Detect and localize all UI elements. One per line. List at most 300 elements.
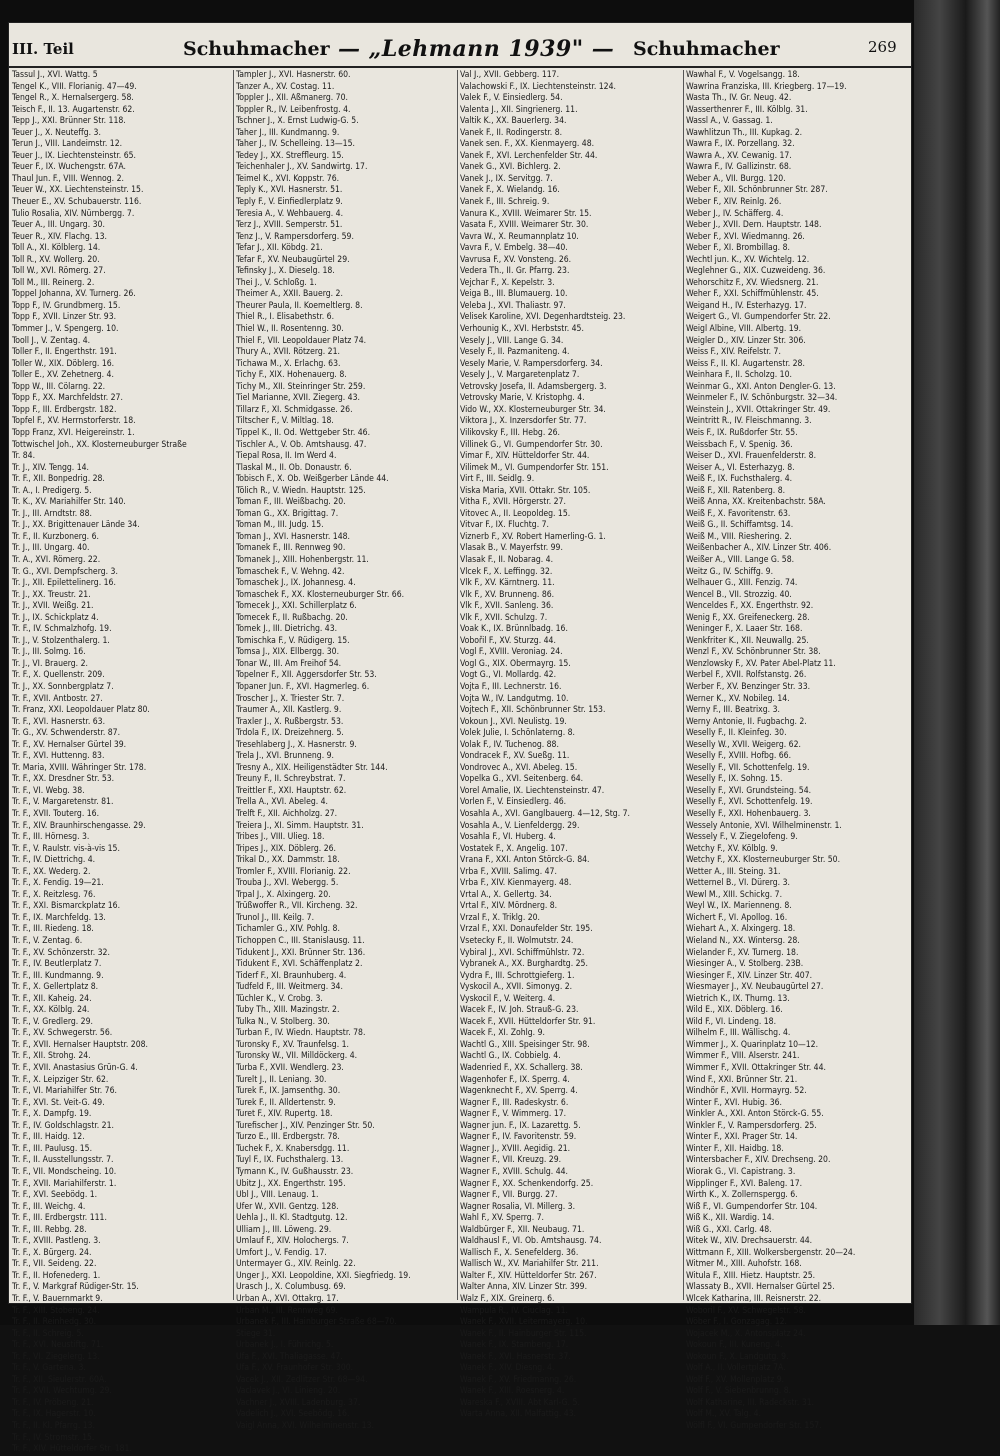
directory-entry: Tr. F., XVII. Antbostr. 27. — [12, 693, 103, 704]
directory-entry: Treuny F., II. Schreybstrat. 7. — [236, 774, 346, 785]
directory-entry: Toller W., XIX. Döblerg. 16. — [12, 358, 115, 369]
directory-entry: Tymann K., IV. Gußhausstr. 23. — [236, 1166, 354, 1177]
directory-entry: Tr. 84. — [12, 451, 36, 462]
directory-entry: Trikal D., XX. Dammstr. 18. — [236, 855, 340, 866]
directory-entry: Wilhelm F., III. Wällischg. 4. — [686, 1028, 791, 1039]
directory-entry: Vojta W., IV. Landgutmg. 10. — [460, 693, 569, 704]
directory-entry: Weissbach F., V. Spenig. 36. — [686, 439, 793, 450]
directory-entry: Tulka N., V. Stolberg. 30. — [236, 1016, 330, 1027]
directory-entry: Topelner F., XII. Aggersdorfer Str. 53. — [236, 670, 377, 681]
directory-entry: Turban F., IV. Wiedn. Hauptstr. 78. — [236, 1028, 366, 1039]
directory-entry: Winkler F., V. Rampersdorferg. 25. — [686, 1120, 817, 1131]
directory-entry: Toman M., III. Judg. 15. — [236, 520, 324, 531]
directory-entry: Wetchy F., XX. Klosterneuburger Str. 50. — [686, 855, 841, 866]
directory-entry: Vlk F., XVII. Sanleng. 36. — [460, 601, 554, 612]
directory-entry: Trela J., XVI. Brunneng. 9. — [236, 751, 334, 762]
directory-entry: Tr. F., III. Weichg. 4. — [12, 1201, 86, 1212]
directory-entry: Theimer A., XXII. Bauerg. 2. — [236, 289, 343, 300]
directory-entry: Vilikovsky F., III. Hebg. 26. — [460, 427, 561, 438]
directory-entry: Witula F., XIII. Hietz. Hauptstr. 25. — [686, 1270, 816, 1281]
directory-entry: Toller E., XV. Zehetnerg. 4. — [12, 370, 114, 381]
directory-entry: Tenz J., V. Rampersdorferg. 59. — [236, 231, 354, 242]
directory-entry: Vojta F., III. Lechnerstr. 16. — [460, 681, 562, 692]
directory-entry: Woboril F., XV. Schwegelstr. 58. — [686, 1305, 806, 1316]
directory-entry: Wolf F., XV. Mollenplatz 9. — [686, 1374, 785, 1385]
directory-entry: Tr. J., XVII. Weißg. 21. — [12, 601, 94, 612]
directory-entry: Vosahla A., V. Lienfeldergg. 29. — [460, 820, 580, 831]
directory-entry: Vopelka G., XVI. Seitenberg. 64. — [460, 774, 584, 785]
directory-entry: Weselly W., XVII. Weigerg. 62. — [686, 739, 801, 750]
directory-entry: Tribes J., VIII. Ulieg. 18. — [236, 832, 325, 843]
directory-entry: Trüßwoffer R., VII. Kircheng. 32. — [236, 901, 358, 912]
directory-entry: Vlk F., XVII. Schulzg. 7. — [460, 612, 548, 623]
directory-entry: Tr. F., XXI. Bismarckplatz 16. — [12, 901, 121, 912]
directory-entry: Vanek F., III. Schreig. 9. — [460, 197, 550, 208]
directory-entry: Tr. F., III. Erdbergstr. 111. — [12, 1213, 107, 1224]
directory-entry: Weiser D., XVI. Frauenfelderstr. 8. — [686, 451, 817, 462]
directory-entry: Wind F., XXI. Brünner Str. 21. — [686, 1074, 798, 1085]
directory-entry: Trdola F., IX. Dreizehnerg. 5. — [236, 728, 344, 739]
directory-entry: Theuer E., XV. Schubauerstr. 116. — [12, 197, 142, 208]
directory-entry: Tepp J., XXI. Brünner Str. 118. — [12, 116, 126, 127]
directory-entry: Vetrovsky Josefa, II. Adamsbergerg. 3. — [460, 381, 607, 392]
directory-entry: Tr. F., V. Gartena. 3. — [12, 1363, 86, 1374]
directory-entry: Tr. F., IV. Schmalzhofg. 19. — [12, 624, 112, 635]
directory-entry: Tr. F., X. Fendig. 19—21. — [12, 878, 104, 889]
directory-entry: Vilimek M., VI. Gumpendorfer Str. 151. — [460, 462, 609, 473]
directory-entry: Tischler A., V. Ob. Amtshausg. 47. — [236, 439, 367, 450]
directory-entry: Ufer W., XVII. Gentzg. 128. — [236, 1201, 339, 1212]
directory-entry: Tr. F., XX. Dresdner Str. 53. — [12, 774, 115, 785]
directory-entry: Tr. F., X. Leipziger Str. 62. — [12, 1074, 109, 1085]
directory-entry: Toll R., XV. Wollerg. 20. — [12, 254, 100, 265]
header-rule — [8, 66, 912, 68]
directory-entry: Volak F., IV. Tuchenog. 88. — [460, 739, 559, 750]
directory-entry: Vybranek A., XX. Burghardtg. 25. — [460, 959, 588, 970]
directory-entry: Tr. F., XII. Kaheig. 24. — [12, 993, 92, 1004]
directory-entry: Wagenknecht F., XV. Sperrg. 4. — [460, 1086, 578, 1097]
directory-entry: Tomecek J., XXI. Schillerplatz 6. — [236, 601, 357, 612]
directory-entry: Viznerb F., XV. Robert Hamerling-G. 1. — [460, 531, 606, 542]
directory-entry: Vrtal F., XIV. Mördnerg. 8. — [460, 901, 558, 912]
column-2 — [236, 70, 454, 1431]
directory-entry: Urbanek F., III. Hainburger Straße 68—70. — [236, 1317, 397, 1328]
directory-entry: Wacek F., IV. Joh. Strauß-G. 23. — [460, 1005, 579, 1016]
directory-entry: Wolf Katharine, III. Radeckstr. 31. — [686, 1397, 815, 1408]
directory-entry: Wiesmayer J., XV. Neubaugürtel 27. — [686, 982, 824, 993]
directory-entry: Thaul Jun. F., VIII. Wennog. 2. — [12, 173, 124, 184]
directory-entry: Tichoppen C., III. Stanislausg. 11. — [236, 936, 365, 947]
directory-entry: Tichy M., XII. Steinringer Str. 259. — [236, 381, 366, 392]
directory-entry: Ubl J., VIII. Lenaug. 1. — [236, 1190, 319, 1201]
directory-entry: Vacek J., XII. Zedlitzer Str. 68—94. — [236, 1374, 368, 1385]
directory-entry: Tr. F., XVII. Mariahilferstr. 1. — [12, 1178, 117, 1189]
directory-entry: Tr. F., XVII. Hernalser Hauptstr. 208. — [12, 1039, 148, 1050]
directory-entry: Weber A., VII. Burgg. 120. — [686, 173, 786, 184]
directory-entry: Weiß F., X. Favoritenstr. 63. — [686, 508, 791, 519]
directory-entry: Teply K., XVI. Hasnerstr. 51. — [236, 185, 343, 196]
directory-entry: Tr. F., XVI. Huttenng. 83. — [12, 751, 105, 762]
directory-entry: Tobisch F., X. Ob. Weißgerber Lände 44. — [236, 474, 389, 485]
directory-entry: Terz J., XVIII. Semperstr. 51. — [236, 220, 343, 231]
directory-entry: Wagner F., XX. Schenkendorfg. 25. — [460, 1178, 594, 1189]
directory-entry: Tr. F., XVI. Hasnerstr. 63. — [12, 716, 106, 727]
directory-entry: Wimmer F., XVII. Ottakringer Str. 44. — [686, 1063, 826, 1074]
directory-entry: Tr. F., XV. Schönzerstr. 32. — [12, 947, 110, 958]
directory-entry: Vanek F., X. Wielandg. 16. — [460, 185, 560, 196]
directory-entry: Wittmann F., XIII. Wolkersbergenstr. 20—24. — [686, 1247, 856, 1258]
directory-entry: Turba F., XVII. Wendlerg. 23. — [236, 1063, 344, 1074]
directory-entry: Weinstein J., XVII. Ottakringer Str. 49. — [686, 404, 831, 415]
directory-entry: Wanek F., XIV. Diesng. 4. — [460, 1363, 555, 1374]
part-label: III. Teil — [12, 40, 74, 58]
directory-entry: Wimmer J., X. Quarinplatz 10—12. — [686, 1039, 819, 1050]
directory-entry: Tr. F., X. Gellertplatz 8. — [12, 982, 99, 993]
directory-entry: Vavra W., X. Reumannplatz 10. — [460, 231, 579, 242]
directory-entry: Weninger F., X. Laaer Str. 168. — [686, 624, 803, 635]
directory-entry: Wenkfriter K., XII. Neuwallg. 25. — [686, 635, 809, 646]
directory-entry: Wiesinger A., V. Stolberg. 23B. — [686, 959, 804, 970]
directory-entry: Wallisch W., XV. Mariahilfer Str. 211. — [460, 1259, 599, 1270]
column-divider — [233, 70, 234, 1300]
directory-entry: Wagner J., XVIII. Aegidig. 21. — [460, 1143, 571, 1154]
directory-entry: Umfort J., V. Fendig. 17. — [236, 1247, 327, 1258]
page-header — [8, 32, 912, 66]
directory-entry: Wagner F., III. Radeskystr. 6. — [460, 1097, 569, 1108]
directory-entry: Wanek F., II. Hainburger Str. 115. — [460, 1328, 587, 1339]
directory-entry: Tiepal Rosa, II. Im Werd 4. — [236, 451, 337, 462]
directory-entry: Vesely J., V. Margaretenplatz 7. — [460, 370, 580, 381]
directory-entry: Valtik K., XX. Bauerlerg. 34. — [460, 116, 567, 127]
directory-entry: Tr. F., IV. Beutlerplatz 7. — [12, 959, 102, 970]
directory-entry: Umlauf F., XIV. Holochergs. 7. — [236, 1236, 349, 1247]
directory-entry: Tr. G., XV. Schwenderstr. 87. — [12, 728, 121, 739]
directory-entry: Wawhal F., V. Vogelsangg. 18. — [686, 70, 800, 80]
directory-entry: Toll M., III. Reinerg. 2. — [12, 277, 95, 288]
directory-entry: Tüchler K., V. Crobg. 3. — [236, 993, 323, 1004]
directory-entry: Teply F., V. Einfiedlerplatz 9. — [236, 197, 343, 208]
directory-entry: Tr. F., IV. Diettrichg. 4. — [12, 855, 96, 866]
directory-entry: Tripes J., XIX. Döblerg. 26. — [236, 843, 336, 854]
directory-entry: Tr. F., V. Markgraf Rüdiger-Str. 15. — [12, 1282, 139, 1293]
directory-entry: Villinek G., VI. Gumpendorfer Str. 30. — [460, 439, 603, 450]
directory-entry: Wacek F., XVII. Hütteldorfer Str. 91. — [460, 1016, 596, 1027]
directory-entry: Weselly F., XVI. Schottenfelg. 19. — [686, 797, 813, 808]
directory-entry: Wiehart A., X. Alxingerg. 18. — [686, 924, 796, 935]
directory-entry: Tr. F., XV. Hernalser Gürtel 39. — [12, 739, 127, 750]
directory-entry: Vlasak F., II. Nobarag. 4. — [460, 554, 554, 565]
directory-entry: Weitz G., IV. Schiffg. 9. — [686, 566, 774, 577]
directory-entry: Tr. F., XX. Kölblg. 24. — [12, 1005, 90, 1016]
directory-entry: Teuer J., X. Neuteffg. 3. — [12, 127, 101, 138]
directory-entry: Weiß M., VIII. Rieshering. 2. — [686, 531, 792, 542]
directory-entry: Turet F., XIV. Rupertg. 18. — [236, 1109, 333, 1120]
directory-entry: Tonar W., III. Am Freihof 54. — [236, 658, 342, 669]
directory-entry: Vojtech F., XII. Schönbrunner Str. 153. — [460, 705, 606, 716]
directory-entry: Wawra F., IX. Porzellang. 32. — [686, 139, 795, 150]
directory-entry: Theurer Paula, II. Koemeltlerg. 8. — [236, 300, 363, 311]
directory-entry: Weselly F., XVIII. Hofbg. 66. — [686, 751, 792, 762]
directory-entry: Tr. F., X. Dampfg. 19. — [12, 1109, 92, 1120]
directory-entry: Wiesinger F., XIV. Linzer Str. 407. — [686, 970, 813, 981]
directory-entry: Weiss F., XIV. Reifelstr. 7. — [686, 347, 781, 358]
directory-entry: Tr. F., XVI. Neustiftg. 71. — [12, 1340, 104, 1351]
directory-entry: Weinmeler F., IV. Schönburgstr. 32—34. — [686, 393, 838, 404]
directory-entry: Topp F., III. Erdbergstr. 182. — [12, 404, 117, 415]
directory-entry: Weber F., XVI. Wiedmanng. 26. — [686, 231, 805, 242]
directory-entry: Velisek Karoline, XVI. Degenhardtsteig. 23. — [460, 312, 626, 323]
directory-entry: Tomischka F., V. Rüdigerg. 15. — [236, 635, 350, 646]
directory-entry: Tr. F., IV. Stromstr. 15. — [12, 1432, 95, 1443]
directory-entry: Wessely F., V. Ziegelofeng. 9. — [686, 832, 798, 843]
directory-entry: Tr. F., V. Raulstr. vis-à-vis 15. — [12, 843, 120, 854]
column-4 — [686, 70, 904, 1431]
directory-entry: Vedera Th., II. Gr. Pfarrg. 23. — [460, 266, 570, 277]
directory-entry: Vesely Marie, V. Rampersdorferg. 34. — [460, 358, 603, 369]
directory-entry: Wiß G., XXI. Carlg. 48. — [686, 1224, 772, 1235]
directory-entry: Weber J., IV. Schäfferg. 4. — [686, 208, 784, 219]
directory-entry: Urban M., III. Rennweg 69. — [236, 1305, 338, 1316]
directory-entry: Weselly F., VII. Schottenfelg. 19. — [686, 762, 810, 773]
directory-entry: Wehorschitz F., XV. Wiedsnerg. 21. — [686, 277, 819, 288]
directory-entry: Toman F., III. Weißbachg. 20. — [236, 497, 346, 508]
directory-entry: Valachowski F., IX. Liechtensteinstr. 124. — [460, 81, 616, 92]
directory-entry: Toppler R., IV. Leibenfrostg. 4. — [236, 104, 351, 115]
directory-entry: Tromler F., XVIII. Florianig. 22. — [236, 866, 351, 877]
directory-entry: Wagner F., V. Wimmerg. 17. — [460, 1109, 567, 1120]
directory-entry: Tr. J., VI. Brauerg. 2. — [12, 658, 88, 669]
directory-entry: Wagner F., VII. Burgg. 27. — [460, 1190, 558, 1201]
directory-entry: Tefar J., XII. Köbdg. 21. — [236, 243, 323, 254]
directory-entry: Weißenbacher A., XIV. Linzer Str. 406. — [686, 543, 832, 554]
directory-entry: Vaclavek J., VI. Linieng. 20. — [236, 1386, 341, 1397]
directory-entry: Tr. A., XVI. Römerg. 22. — [12, 554, 101, 565]
directory-entry: Tr. J., XII. Epilettelinerg. 16. — [12, 578, 116, 589]
directory-entry: Veiga B., III. Blumauerg. 10. — [460, 289, 568, 300]
book-spine — [914, 0, 1000, 1325]
directory-entry: Tr. Franz, XXI. Leopoldauer Platz 80. — [12, 705, 150, 716]
directory-entry: Teuer R., XIV. Flachg. 13. — [12, 231, 107, 242]
directory-entry: Trella A., XVI. Abeleg. 4. — [236, 797, 329, 808]
directory-entry: Tuyl F., IX. Fuchsthalerg. 13. — [236, 1155, 344, 1166]
directory-entry: Wolf M., XV. Talg. 4. — [686, 1409, 761, 1420]
directory-entry: Weber F., XII. Schönbrunner Str. 287. — [686, 185, 828, 196]
directory-entry: Topp W., III. Cölarng. 22. — [12, 381, 106, 392]
directory-entry: Weigl Albine, VIII. Albertg. 19. — [686, 324, 802, 335]
directory-entry: Ufa F., XVI. Thaliagasse. 47. — [236, 1351, 343, 1362]
directory-entry: Tr. F., VII. Seideng. 22. — [12, 1259, 97, 1270]
directory-entry: Virt F., III. Seidlg. 9. — [460, 474, 535, 485]
directory-entry: Teresia A., V. Wehbauerg. 4. — [236, 208, 344, 219]
directory-entry: Uehla J., II. Kl. Stadtgutg. 12. — [236, 1213, 348, 1224]
directory-entry: Teisch F., II. 13. Augartenstr. 62. — [12, 104, 135, 115]
directory-entry: Toman J., XVI. Hasnerstr. 148. — [236, 531, 351, 542]
directory-entry: Winter F., XXI. Prager Str. 14. — [686, 1132, 798, 1143]
directory-entry: Wanek F., XIII. Roesnerg. 4. — [460, 1386, 565, 1397]
directory-entry: Vosahla A., XVI. Ganglbauerg. 4—12, Stg. 7. — [460, 809, 630, 819]
directory-entry: Vitovec A., II. Leopoldeg. 15. — [460, 508, 571, 519]
directory-entry: Vanek J., IX. Servitgg. 7. — [460, 173, 553, 184]
directory-entry: Teuer J., IX. Liechtensteinstr. 65. — [12, 150, 136, 161]
directory-entry: Weißer A., VIII. Lange G. 58. — [686, 554, 795, 565]
directory-entry: Traumer A., XII. Kastlerg. 9. — [236, 705, 342, 716]
directory-entry: Vetrovsky Marie, V. Kristophg. 4. — [460, 393, 585, 404]
directory-entry: Wasserthenrer F., III. Kölblg. 31. — [686, 104, 808, 115]
directory-entry: Thury A., XVII. Rötzerg. 21. — [236, 347, 340, 358]
directory-entry: Vogt G., VI. Mollardg. 42. — [460, 670, 557, 681]
directory-entry: Wietrich K., IX. Thurng. 13. — [686, 993, 790, 1004]
directory-entry: Ulliam J., III. Löweng. 29. — [236, 1224, 332, 1235]
directory-entry: Weiser A., VI. Esterhazyg. 8. — [686, 462, 795, 473]
directory-entry: Witmer M., XIII. Auhofstr. 168. — [686, 1259, 802, 1270]
directory-entry: Vitvar F., IX. Fluchtg. 7. — [460, 520, 550, 531]
directory-entry: Turek F., II. Alldertenstr. 9. — [236, 1097, 336, 1108]
directory-entry: Valek F., V. Einsiedlerg. 54. — [460, 93, 563, 104]
directory-entry: Urasch J., X. Columbusg. 69. — [236, 1282, 346, 1293]
directory-entry: Tr. F., IV. Pröbeng. 21. — [12, 1397, 94, 1408]
directory-entry: Tomanek J., XIII. Hohenbergstr. 11. — [236, 554, 369, 565]
directory-entry: Wachtl G., XIII. Speisinger Str. 98. — [460, 1039, 590, 1050]
directory-entry: Wirth K., X. Zollernspergg. 6. — [686, 1190, 798, 1201]
directory-entry: Urbanek J., I. Führichg. 5. — [236, 1340, 334, 1351]
directory-entry: Tr. F., XIII. Stobeng. 24. — [12, 1305, 100, 1316]
directory-entry: Vanura K., XVIII. Weimarer Str. 15. — [460, 208, 592, 219]
directory-entry: Toll W., XVI. Römerg. 27. — [12, 266, 106, 277]
directory-entry: Val J., XVII. Gebberg. 117. — [460, 70, 560, 80]
directory-entry: Weselly F., XVI. Grundsteing. 54. — [686, 785, 812, 796]
directory-entry: Ubitz J., XX. Engerthstr. 195. — [236, 1178, 346, 1189]
directory-entry: Vrba F., XVIII. Salimg. 47. — [460, 866, 557, 877]
directory-entry: Tooll J., V. Zentag. 4. — [12, 335, 91, 346]
directory-entry: Tr. F., XX. Wederg. 2. — [12, 866, 91, 877]
directory-entry: Vlk F., XV. Brunneng. 86. — [460, 589, 555, 600]
directory-entry: Thei J., V. Schloßg. 1. — [236, 277, 317, 288]
directory-entry: Wetter A., III. Steing. 31. — [686, 866, 781, 877]
directory-entry: Tr. F., II. Kurzbonerg. 6. — [12, 531, 99, 542]
directory-entry: Tedey J., XX. Streffleurg. 15. — [236, 150, 344, 161]
column-1 — [12, 70, 230, 1455]
directory-entry: Wolf F., V. Siebenbrunng. 8. — [686, 1386, 792, 1397]
directory-entry: Tichawa M., X. Erlachg. 63. — [236, 358, 341, 369]
directory-entry: Vrzal F., XXI. Donaufelder Str. 195. — [460, 924, 593, 935]
directory-entry: Weigler D., XIV. Linzer Str. 306. — [686, 335, 806, 346]
directory-entry: Volek Julie, I. Schönlaterng. 8. — [460, 728, 576, 739]
column-divider — [457, 70, 458, 1300]
column-divider — [683, 70, 684, 1300]
directory-entry: Wallisch F., X. Senefelderg. 36. — [460, 1247, 579, 1258]
directory-entry: Tr. F., XII. Sieulerstr. 60A. — [12, 1374, 107, 1385]
directory-entry: Wintersbacher F., XIV. Drechseng. 20. — [686, 1155, 831, 1166]
directory-entry: Vlk F., XV. Kärntnerg. 11. — [460, 578, 555, 589]
directory-entry: Wenzl F., XV. Schönbrunner Str. 38. — [686, 647, 821, 658]
directory-entry: Tidukent J., XXI. Brünner Str. 136. — [236, 947, 366, 958]
directory-entry: Wagner Rosalia, VI. Millerg. 3. — [460, 1201, 576, 1212]
directory-entry: Tefar F., XV. Neubaugürtel 29. — [236, 254, 350, 265]
directory-entry: Vostatek F., X. Angelig. 107. — [460, 843, 568, 854]
directory-entry: Tr. F., XVI. Seebödg. 1. — [12, 1190, 98, 1201]
directory-entry: Toman G., XX. Brigittag. 7. — [236, 508, 339, 519]
directory-entry: Tr. F., XVII. Anastasius Grün-G. 4. — [12, 1063, 138, 1074]
directory-entry: Vybiral J., XVI. Schiffmühlstr. 72. — [460, 947, 585, 958]
directory-entry: Topaner Jun. F., XVI. Hagmerleg. 6. — [236, 681, 370, 692]
directory-entry: Wessely Antonie, XVI. Wilhelminenstr. 1. — [686, 820, 842, 831]
directory-entry: Windhör F., XVII. Hormayrg. 52. — [686, 1086, 807, 1097]
directory-entry: Weber F., XI. Brombillag. 8. — [686, 243, 790, 254]
directory-entry: Valenta J., XII. Singrienerg. 11. — [460, 104, 578, 115]
directory-entry: Wahl F., XV. Sperrg. 7. — [460, 1213, 544, 1224]
directory-entry: Wewl M., XIII. Schickg. 7. — [686, 889, 783, 900]
directory-entry: Tomek J., III. Dietrichg. 43. — [236, 624, 338, 635]
directory-entry: Wasta Th., IV. Gr. Neug. 42. — [686, 93, 792, 104]
directory-entry: Wild F., VI. Lindeng. 18. — [686, 1016, 777, 1027]
directory-entry: Tomaschek F., V. Wehng. 42. — [236, 566, 345, 577]
directory-entry: Vejchar F., X. Kepelstr. 3. — [460, 277, 555, 288]
directory-entry: Tr. J., IX. Schickplatz 4. — [12, 612, 99, 623]
directory-entry: Veleba J., XVI. Thaliastr. 97. — [460, 300, 566, 311]
directory-entry: Tr. F., XV. Schwegerstr. 56. — [12, 1028, 113, 1039]
directory-entry: Tr. K., XV. Mariahilfer Str. 140. — [12, 497, 126, 508]
directory-entry: Wetternel B., VI. Dürerg. 3. — [686, 878, 790, 889]
directory-entry: Vondrovec A., XVI. Abeleg. 15. — [460, 762, 578, 773]
directory-entry: Tr. F., IX. Marchfeldg. 13. — [12, 912, 106, 923]
directory-entry: Tölich R., V. Wiedn. Hauptstr. 125. — [236, 485, 366, 496]
directory-entry: Teuer F., IX. Wuchengstr. 67A. — [12, 162, 126, 173]
directory-entry: Weis F., IX. Rußdorfer Str. 55. — [686, 427, 798, 438]
directory-entry: Wiorak G., VI. Capistrang. 3. — [686, 1166, 796, 1177]
directory-entry: Wöber F., I. Gonzagag. 12. — [686, 1317, 787, 1328]
directory-entry: Wawhlitzun Th., III. Kupkag. 2. — [686, 127, 803, 138]
directory-entry: Tr. F., II. Schreig. 5. — [12, 1328, 84, 1339]
directory-entry: Weglehner G., XIX. Cuzweideng. 36. — [686, 266, 826, 277]
directory-entry: Walter Anna, XIV. Linzer Str. 399. — [460, 1282, 588, 1293]
directory-entry: Weigand H., IV. Esterhazyg. 17. — [686, 300, 807, 311]
directory-entry: Vyskocil F., V. Weiterg. 4. — [460, 993, 556, 1004]
directory-entry: Turzo E., III. Erdbergstr. 78. — [236, 1132, 340, 1143]
directory-entry: Vogl F., XVIII. Veroniag. 24. — [460, 647, 563, 658]
directory-entry: Tichamler G., XIV. Pohlg. 8. — [236, 924, 340, 935]
directory-entry: Wolf A., II. Vollertplatz 7A. — [686, 1363, 786, 1374]
directory-entry: Tr. J., III. Arndtstr. 88. — [12, 508, 92, 519]
directory-entry: Tr. J., XX. Treustr. 21. — [12, 589, 91, 600]
directory-entry: Tr. F., V. Gredlerg. 29. — [12, 1016, 93, 1027]
directory-entry: Toppel Johanna, XV. Turnerg. 26. — [12, 289, 136, 300]
page-number: 269 — [868, 38, 897, 56]
directory-entry: Tr. F., III. Rebbg. 28. — [12, 1224, 87, 1235]
directory-entry: Wanek F., IX. Stambeng. 17. — [460, 1340, 569, 1351]
directory-entry: Wacek F., XI. Zohlg. 9. — [460, 1028, 545, 1039]
directory-entry: Tr. F., III. Kundmanng. 9. — [12, 970, 104, 981]
directory-entry: Tanzer A., XV. Costag. 11. — [236, 81, 335, 92]
directory-entry: Tuchek F., X. Knabersdgg. 11. — [236, 1143, 350, 1154]
directory-entry: Vorel Amalie, IX. Liechtensteinstr. 47. — [460, 785, 605, 796]
directory-entry: Thiel F., VII. Leopoldauer Platz 74. — [236, 335, 367, 346]
directory-entry: Tr. J., XX. Brigittenauer Lände 34. — [12, 520, 140, 531]
directory-entry: Turonsky F., XV. Traunfelsg. 1. — [236, 1039, 349, 1050]
directory-entry: Tottwischel Joh., XX. Klosterneuburger Straße — [12, 439, 187, 450]
directory-entry: Treiera J., XI. Simm. Hauptstr. 31. — [236, 820, 364, 831]
directory-entry: Tr. F., XIV. Hütteldorfer Str. 181. — [12, 1444, 132, 1455]
directory-entry: Tampler J., XVI. Hasnerstr. 60. — [236, 70, 351, 80]
directory-entry: Wenzlowsky F., XV. Pater Abel-Platz 11. — [686, 658, 836, 669]
directory-entry: Trelft F., XII. Aichholzg. 27. — [236, 809, 338, 819]
directory-entry: Vasata F., XVIII. Weimarer Str. 30. — [460, 220, 589, 231]
directory-entry: Tr. F., XII. Bonpedrig. 28. — [12, 474, 105, 485]
directory-entry: Vondracek F., XV. Sueßg. 11. — [460, 751, 570, 762]
directory-entry: Tr. G., XVI. Dempfscherg. 3. — [12, 566, 118, 577]
directory-entry: Vavra F., V. Embelg. 38—40. — [460, 243, 568, 254]
directory-entry: Werner K., XV. Nobileg. 14. — [686, 693, 790, 704]
directory-entry: Tr. F., VI. Ziegelerg. 13. — [12, 1351, 100, 1362]
